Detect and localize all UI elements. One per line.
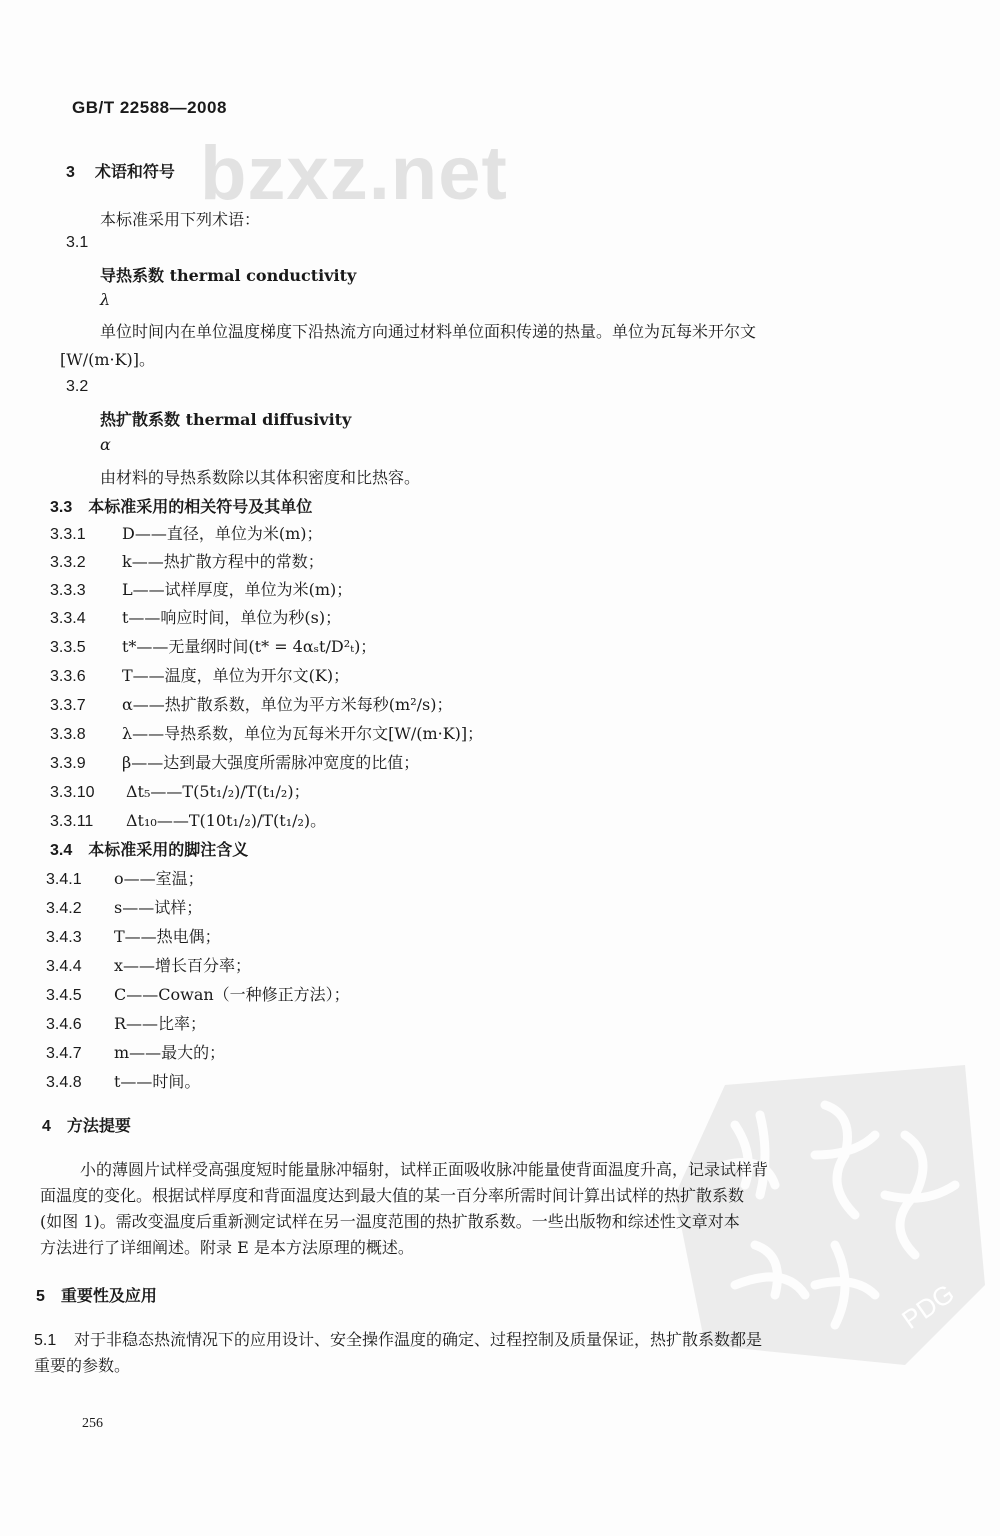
list-item: 3.3.6 T——温度，单位为开尔文(K)； bbox=[50, 666, 350, 685]
term-3-1-symbol: λ bbox=[100, 290, 111, 309]
section-4-paragraph-line-2: 面温度的变化。根据试样厚度和背面温度达到最大值的某一百分率所需时间计算出试样的热扩散系数 bbox=[40, 1186, 745, 1205]
list-item: 3.4.1 o——室温； bbox=[46, 869, 204, 888]
list-item: 3.3.4 t——响应时间，单位为秒(s)； bbox=[50, 608, 342, 627]
seal-label: PDG bbox=[896, 1278, 960, 1335]
section-3-heading: 3 术语和符号 bbox=[66, 162, 175, 181]
list-item: 3.3.1 D——直径，单位为米(m)； bbox=[50, 524, 323, 543]
term-3-2-definition: 由材料的导热系数除以其体积密度和比热容。 bbox=[100, 468, 421, 487]
term-3-1-definition: 单位时间内在单位温度梯度下沿热流方向通过材料单位面积传递的热量。单位为瓦每米开尔文 bbox=[100, 322, 757, 341]
section-5-heading: 5 重要性及应用 bbox=[36, 1286, 157, 1305]
section-4-heading: 4 方法提要 bbox=[42, 1116, 131, 1135]
list-item: 3.4.6 R——比率； bbox=[46, 1014, 207, 1033]
list-item: 3.3.3 L——试样厚度，单位为米(m)； bbox=[50, 580, 353, 599]
term-3-2-number: 3.2 bbox=[66, 378, 89, 395]
section-3-3-heading: 3.3 本标准采用的相关符号及其单位 bbox=[50, 497, 313, 516]
list-item: 3.4.4 x——增长百分率； bbox=[46, 956, 252, 975]
list-item: 3.4.7 m——最大的； bbox=[46, 1043, 226, 1062]
section-3-4-heading: 3.4 本标准采用的脚注含义 bbox=[50, 840, 249, 859]
term-3-1-number: 3.1 bbox=[66, 234, 89, 251]
term-3-2-symbol: α bbox=[100, 435, 111, 454]
list-item: 3.4.5 C——Cowan（一种修正方法）； bbox=[46, 985, 350, 1004]
list-item: 3.3.7 α——热扩散系数，单位为平方米每秒(m²/s)； bbox=[50, 695, 453, 714]
list-item: 3.4.8 t——时间。 bbox=[46, 1072, 201, 1091]
standard-code: GB/T 22588—2008 bbox=[72, 98, 227, 117]
section-4-paragraph-line-3: (如图 1)。需改变温度后重新测定试样在另一温度范围的热扩散系数。一些出版物和综述性文章对本 bbox=[40, 1212, 740, 1231]
page-number: 256 bbox=[82, 1416, 103, 1431]
section-4-paragraph-line-1: 小的薄圆片试样受高强度短时能量脉冲辐射，试样正面吸收脉冲能量使背面温度升高，记录试样背 bbox=[80, 1160, 769, 1179]
term-3-1-definition-cont: [W/(m·K)]。 bbox=[60, 350, 156, 369]
list-item: 3.3.10 Δt₅——T(5t₁/₂)/T(t₁/₂)； bbox=[50, 782, 310, 801]
term-3-2-title: 热扩散系数 thermal diffusivity bbox=[100, 410, 352, 429]
list-item: 3.3.8 λ——导热系数，单位为瓦每米开尔文[W/(m·K)]； bbox=[50, 724, 484, 743]
term-3-1-title: 导热系数 thermal conductivity bbox=[100, 266, 357, 285]
list-item: 3.3.2 k——热扩散方程中的常数； bbox=[50, 552, 324, 571]
section-5-1-line-1: 5.1 对于非稳态热流情况下的应用设计、安全操作温度的确定、过程控制及质量保证，热扩散系数都是 bbox=[34, 1330, 763, 1349]
section-3-intro: 本标准采用下列术语： bbox=[100, 210, 261, 229]
list-item: 3.4.3 T——热电偶； bbox=[46, 927, 221, 946]
list-item: 3.3.9 β——达到最大强度所需脉冲宽度的比值； bbox=[50, 753, 420, 772]
list-item: 3.3.11 Δt₁₀——T(10t₁/₂)/T(t₁/₂)。 bbox=[50, 811, 327, 830]
section-4-paragraph-line-4: 方法进行了详细阐述。附录 E 是本方法原理的概述。 bbox=[40, 1238, 414, 1257]
watermark-text: bzxz.net bbox=[200, 131, 508, 216]
list-item: 3.4.2 s——试样； bbox=[46, 898, 203, 917]
section-5-1-line-2: 重要的参数。 bbox=[34, 1356, 131, 1375]
list-item: 3.3.5 t*——无量纲时间(t* = 4αₛt/D²ₜ)； bbox=[50, 637, 377, 656]
seal-stamp bbox=[665, 1045, 995, 1375]
